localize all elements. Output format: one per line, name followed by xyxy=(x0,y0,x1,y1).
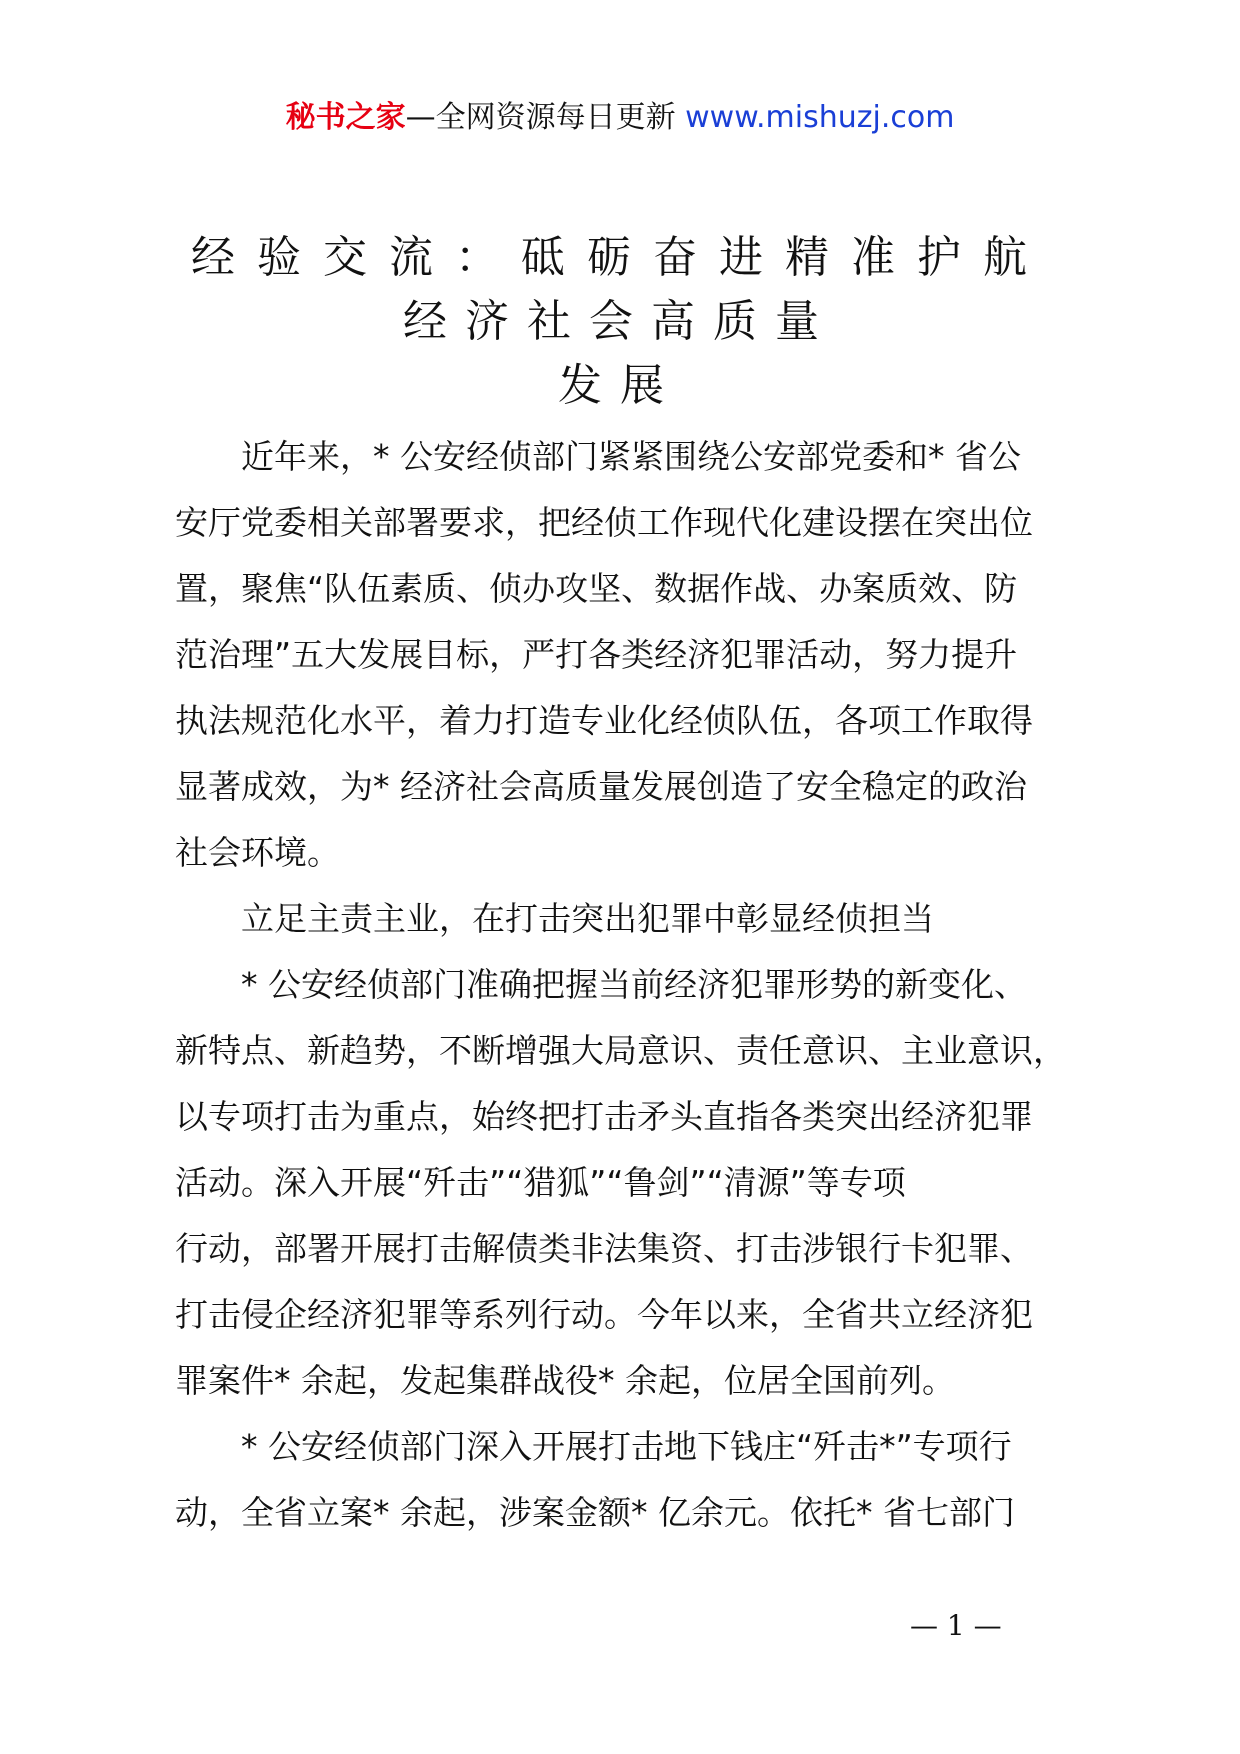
paragraph-line: 近年来，* 公安经侦部门紧紧围绕公安部党委和* 省公 xyxy=(175,437,1021,476)
paragraph-line: 以专项打击为重点，始终把打击矛头直指各类突出经济犯罪 xyxy=(175,1097,1033,1136)
document-title-line-2: 经济社会高质量 xyxy=(403,296,837,347)
paragraph-line: 置，聚焦“队伍素质、侦办攻坚、数据作战、办案质效、防 xyxy=(175,569,1018,608)
document-title-line-3: 发展 xyxy=(558,360,682,411)
document-body xyxy=(175,424,1105,1546)
paragraph-line: * 公安经侦部门准确把握当前经济犯罪形势的新变化、 xyxy=(175,965,1027,1004)
paragraph-line: 范治理”五大发展目标，严打各类经济犯罪活动，努力提升 xyxy=(175,635,1018,674)
page-number: — 1 — xyxy=(910,1609,1002,1642)
paragraph-line: 安厅党委相关部署要求，把经侦工作现代化建设摆在突出位 xyxy=(175,503,1033,542)
document-title-line-1: 经验交流：砥砺奋进精准护航 xyxy=(191,232,1049,283)
site-url-link[interactable]: www.mishuzj.com xyxy=(685,100,955,135)
paragraph-line: * 公安经侦部门深入开展打击地下钱庄“歼击*”专项行 xyxy=(175,1427,1012,1466)
paragraph-line: 活动。深入开展“歼击”“猎狐”“鲁剑”“清源”等专项 xyxy=(175,1163,906,1202)
brand-name: 秘书之家 xyxy=(285,100,406,135)
paragraph-line: 动，全省立案* 余起，涉案金额* 亿余元。依托* 省七部门 xyxy=(175,1493,1015,1532)
paragraph-line: 执法规范化水平，着力打造专业化经侦队伍，各项工作取得 xyxy=(175,701,1033,740)
header-tagline: —全网资源每日更新 xyxy=(405,100,686,135)
paragraph-line: 社会环境。 xyxy=(175,833,340,872)
paragraph-line: 新特点、新趋势，不断增强大局意识、责任意识、主业意识， xyxy=(175,1031,1066,1070)
paragraph-line: 显著成效，为* 经济社会高质量发展创造了安全稳定的政治 xyxy=(175,767,1027,806)
section-heading: 立足主责主业，在打击突出犯罪中彰显经侦担当 xyxy=(175,899,934,938)
site-header-banner xyxy=(0,98,1240,138)
paragraph-line: 行动，部署开展打击解债类非法集资、打击涉银行卡犯罪、 xyxy=(175,1229,1033,1268)
paragraph-line: 打击侵企经济犯罪等系列行动。今年以来，全省共立经济犯 xyxy=(175,1295,1033,1334)
paragraph-line: 罪案件* 余起，发起集群战役* 余起，位居全国前列。 xyxy=(175,1361,955,1400)
